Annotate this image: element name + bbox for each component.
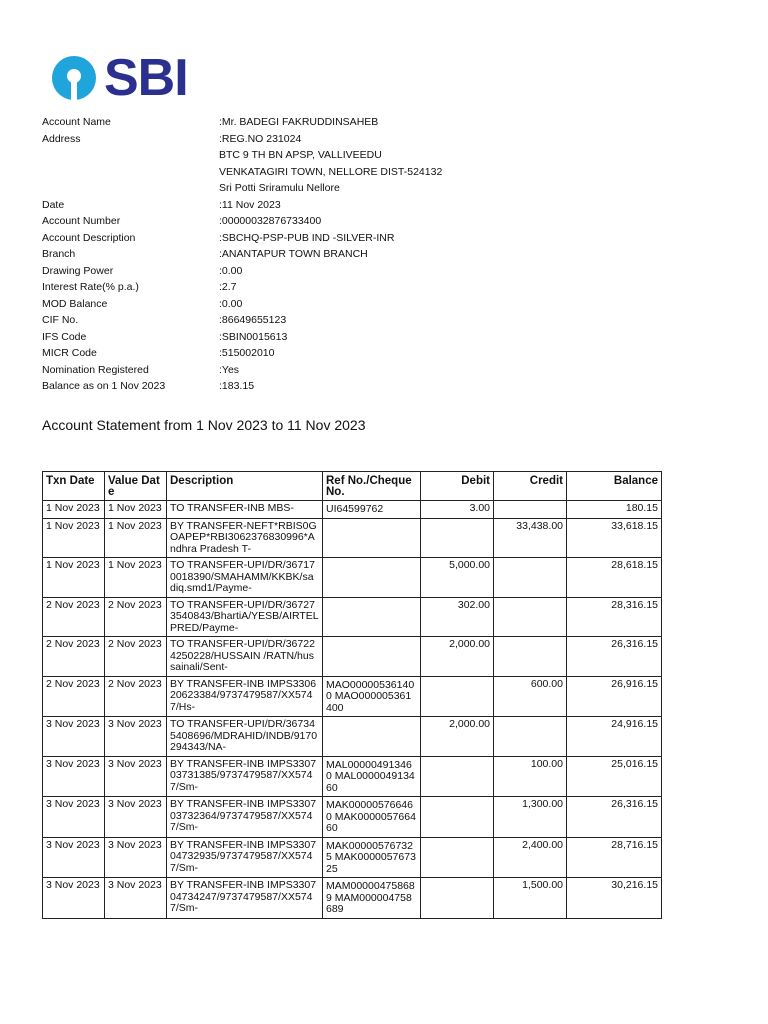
col-header-description: Description: [167, 472, 323, 501]
info-value: :183.15: [219, 380, 255, 392]
info-value: :515002010: [219, 347, 275, 359]
cell-description: TO TRANSFER-INB MBS-: [167, 501, 323, 519]
info-label: Account Number: [42, 215, 121, 227]
table-row: [43, 878, 662, 919]
cell-description: TO TRANSFER-UPI/DR/367273540843/BhartiA/YESB/AIRTELPRED/Payme-: [167, 597, 323, 637]
info-label: MOD Balance: [42, 297, 108, 310]
table-row: [43, 717, 662, 757]
info-value: :Yes: [219, 363, 240, 376]
cell-ref-no: MAL000004913460 MAL000004913460: [323, 756, 421, 797]
cell-credit: 1,300.00: [494, 797, 567, 838]
cell-description: BY TRANSFER-INB IMPS330704734247/9737479587/XX5747/Sm-: [167, 878, 323, 919]
cell-value-date: 3 Nov 2023: [105, 797, 167, 838]
info-label: Drawing Power: [42, 264, 114, 277]
cell-txn-date: 3 Nov 2023: [43, 717, 105, 757]
cell-ref-no: [323, 558, 421, 598]
table-row: [43, 637, 662, 677]
table-row: [43, 597, 662, 637]
cell-txn-date: 3 Nov 2023: [43, 797, 105, 838]
cell-credit: 33,438.00: [494, 518, 567, 558]
cell-value-date: 3 Nov 2023: [105, 878, 167, 919]
info-value: :00000032876733400: [219, 215, 322, 227]
cell-credit: [494, 717, 567, 757]
info-value: :0.00: [219, 297, 243, 310]
cell-balance: 28,716.15: [567, 837, 662, 878]
cell-value-date: 2 Nov 2023: [105, 597, 167, 637]
info-label: Interest Rate(% p.a.): [42, 281, 139, 293]
cell-debit: 2,000.00: [421, 637, 494, 677]
cell-debit: 2,000.00: [421, 717, 494, 757]
col-header-credit: Credit: [494, 472, 567, 501]
cell-txn-date: 1 Nov 2023: [43, 558, 105, 598]
transactions-table: [42, 471, 662, 919]
info-label: IFS Code: [42, 330, 87, 343]
cell-balance: 28,618.15: [567, 558, 662, 598]
info-label: Branch: [42, 248, 76, 260]
col-header-debit: Debit: [421, 472, 494, 501]
cell-balance: 26,316.15: [567, 797, 662, 838]
cell-credit: [494, 597, 567, 637]
cell-txn-date: 3 Nov 2023: [43, 837, 105, 878]
info-value: :0.00: [219, 264, 243, 277]
info-value: Sri Potti Sriramulu Nellore: [219, 182, 340, 194]
cell-debit: [421, 676, 494, 717]
info-value: VENKATAGIRI TOWN, NELLORE DIST-524132: [219, 165, 443, 178]
table-row: [43, 797, 662, 838]
cell-ref-no: MAK000005767325 MAK000005767325: [323, 837, 421, 878]
cell-value-date: 3 Nov 2023: [105, 837, 167, 878]
cell-credit: 1,500.00: [494, 878, 567, 919]
cell-credit: 600.00: [494, 676, 567, 717]
cell-ref-no: MAK000005766460 MAK000005766460: [323, 797, 421, 838]
cell-txn-date: 2 Nov 2023: [43, 637, 105, 677]
table-row: [43, 756, 662, 797]
cell-debit: [421, 797, 494, 838]
cell-txn-date: 1 Nov 2023: [43, 501, 105, 519]
cell-ref-no: [323, 717, 421, 757]
cell-balance: 24,916.15: [567, 717, 662, 757]
cell-description: BY TRANSFER-INB IMPS330703731385/9737479587/XX5747/Sm-: [167, 756, 323, 797]
table-row: [43, 837, 662, 878]
info-value: :ANANTAPUR TOWN BRANCH: [219, 248, 368, 260]
col-header-balance: Balance: [567, 472, 662, 501]
cell-debit: [421, 878, 494, 919]
statement-title: Account Statement from 1 Nov 2023 to 11 Nov 2023: [42, 417, 366, 433]
cell-description: BY TRANSFER-INB IMPS330704732935/9737479587/XX5747/Sm-: [167, 837, 323, 878]
table-row: [43, 501, 662, 519]
table-row: [43, 518, 662, 558]
info-label: Nomination Registered: [42, 363, 149, 376]
info-value: :2.7: [219, 281, 237, 293]
cell-value-date: 1 Nov 2023: [105, 558, 167, 598]
cell-value-date: 1 Nov 2023: [105, 501, 167, 519]
cell-description: BY TRANSFER-INB IMPS330703732364/9737479587/XX5747/Sm-: [167, 797, 323, 838]
info-value: :REG.NO 231024: [219, 132, 302, 145]
brand-name: SBI: [104, 49, 188, 107]
cell-txn-date: 2 Nov 2023: [43, 597, 105, 637]
cell-ref-no: [323, 518, 421, 558]
cell-balance: 26,916.15: [567, 676, 662, 717]
sbi-logo: [50, 49, 188, 107]
cell-ref-no: UI64599762: [323, 501, 421, 519]
cell-ref-no: [323, 597, 421, 637]
cell-description: BY TRANSFER-INB IMPS330620623384/9737479587/XX5747/Hs-: [167, 676, 323, 717]
cell-description: TO TRANSFER-UPI/DR/367345408696/MDRAHID/INDB/9170294343/NA-: [167, 717, 323, 757]
info-label: MICR Code: [42, 347, 97, 359]
col-header-txn-date: Txn Date: [43, 472, 105, 501]
table-row: [43, 676, 662, 717]
info-value: :Mr. BADEGI FAKRUDDINSAHEB: [219, 116, 379, 128]
info-label: Date: [42, 198, 65, 211]
cell-txn-date: 3 Nov 2023: [43, 756, 105, 797]
cell-value-date: 2 Nov 2023: [105, 676, 167, 717]
cell-debit: 3.00: [421, 501, 494, 519]
cell-credit: [494, 558, 567, 598]
cell-balance: 180.15: [567, 501, 662, 519]
cell-ref-no: [323, 637, 421, 677]
info-label: Account Name: [42, 116, 111, 128]
cell-debit: 302.00: [421, 597, 494, 637]
info-value: :SBIN0015613: [219, 330, 288, 343]
sbi-keyhole-logo-icon: [50, 54, 98, 102]
cell-debit: [421, 837, 494, 878]
cell-credit: [494, 637, 567, 677]
cell-description: BY TRANSFER-NEFT*RBIS0GOAPEP*RBI3062376830996*Andhra Pradesh T-: [167, 518, 323, 558]
col-header-ref-no: Ref No./Cheque No.: [323, 472, 421, 501]
cell-debit: 5,000.00: [421, 558, 494, 598]
info-value: :86649655123: [219, 314, 287, 326]
cell-ref-no: MAO000005361400 MAO000005361400: [323, 676, 421, 717]
cell-description: TO TRANSFER-UPI/DR/367224250228/HUSSAIN /RATN/hussainali/Sent-: [167, 637, 323, 677]
info-label: Balance as on 1 Nov 2023: [42, 380, 166, 392]
table-row: [43, 558, 662, 598]
cell-description: TO TRANSFER-UPI/DR/367170018390/SMAHAMM/KKBK/sadiq.smd1/Payme-: [167, 558, 323, 598]
cell-value-date: 2 Nov 2023: [105, 637, 167, 677]
cell-debit: [421, 518, 494, 558]
cell-ref-no: MAM000004758689 MAM000004758689: [323, 878, 421, 919]
info-label: Account Description: [42, 231, 136, 244]
col-header-value-date: Value Date: [105, 472, 167, 501]
info-value: BTC 9 TH BN APSP, VALLIVEEDU: [219, 149, 382, 161]
cell-txn-date: 3 Nov 2023: [43, 878, 105, 919]
info-value: :11 Nov 2023: [219, 198, 281, 211]
cell-txn-date: 1 Nov 2023: [43, 518, 105, 558]
cell-balance: 28,316.15: [567, 597, 662, 637]
cell-credit: [494, 501, 567, 519]
info-label: CIF No.: [42, 314, 79, 326]
cell-credit: 2,400.00: [494, 837, 567, 878]
cell-balance: 26,316.15: [567, 637, 662, 677]
cell-balance: 30,216.15: [567, 878, 662, 919]
info-label: Address: [42, 132, 81, 145]
cell-value-date: 3 Nov 2023: [105, 717, 167, 757]
cell-debit: [421, 756, 494, 797]
cell-txn-date: 2 Nov 2023: [43, 676, 105, 717]
cell-value-date: 3 Nov 2023: [105, 756, 167, 797]
info-value: :SBCHQ-PSP-PUB IND -SILVER-INR: [219, 231, 395, 244]
table-header-row: [43, 472, 662, 501]
cell-value-date: 1 Nov 2023: [105, 518, 167, 558]
cell-balance: 25,016.15: [567, 756, 662, 797]
cell-credit: 100.00: [494, 756, 567, 797]
cell-balance: 33,618.15: [567, 518, 662, 558]
